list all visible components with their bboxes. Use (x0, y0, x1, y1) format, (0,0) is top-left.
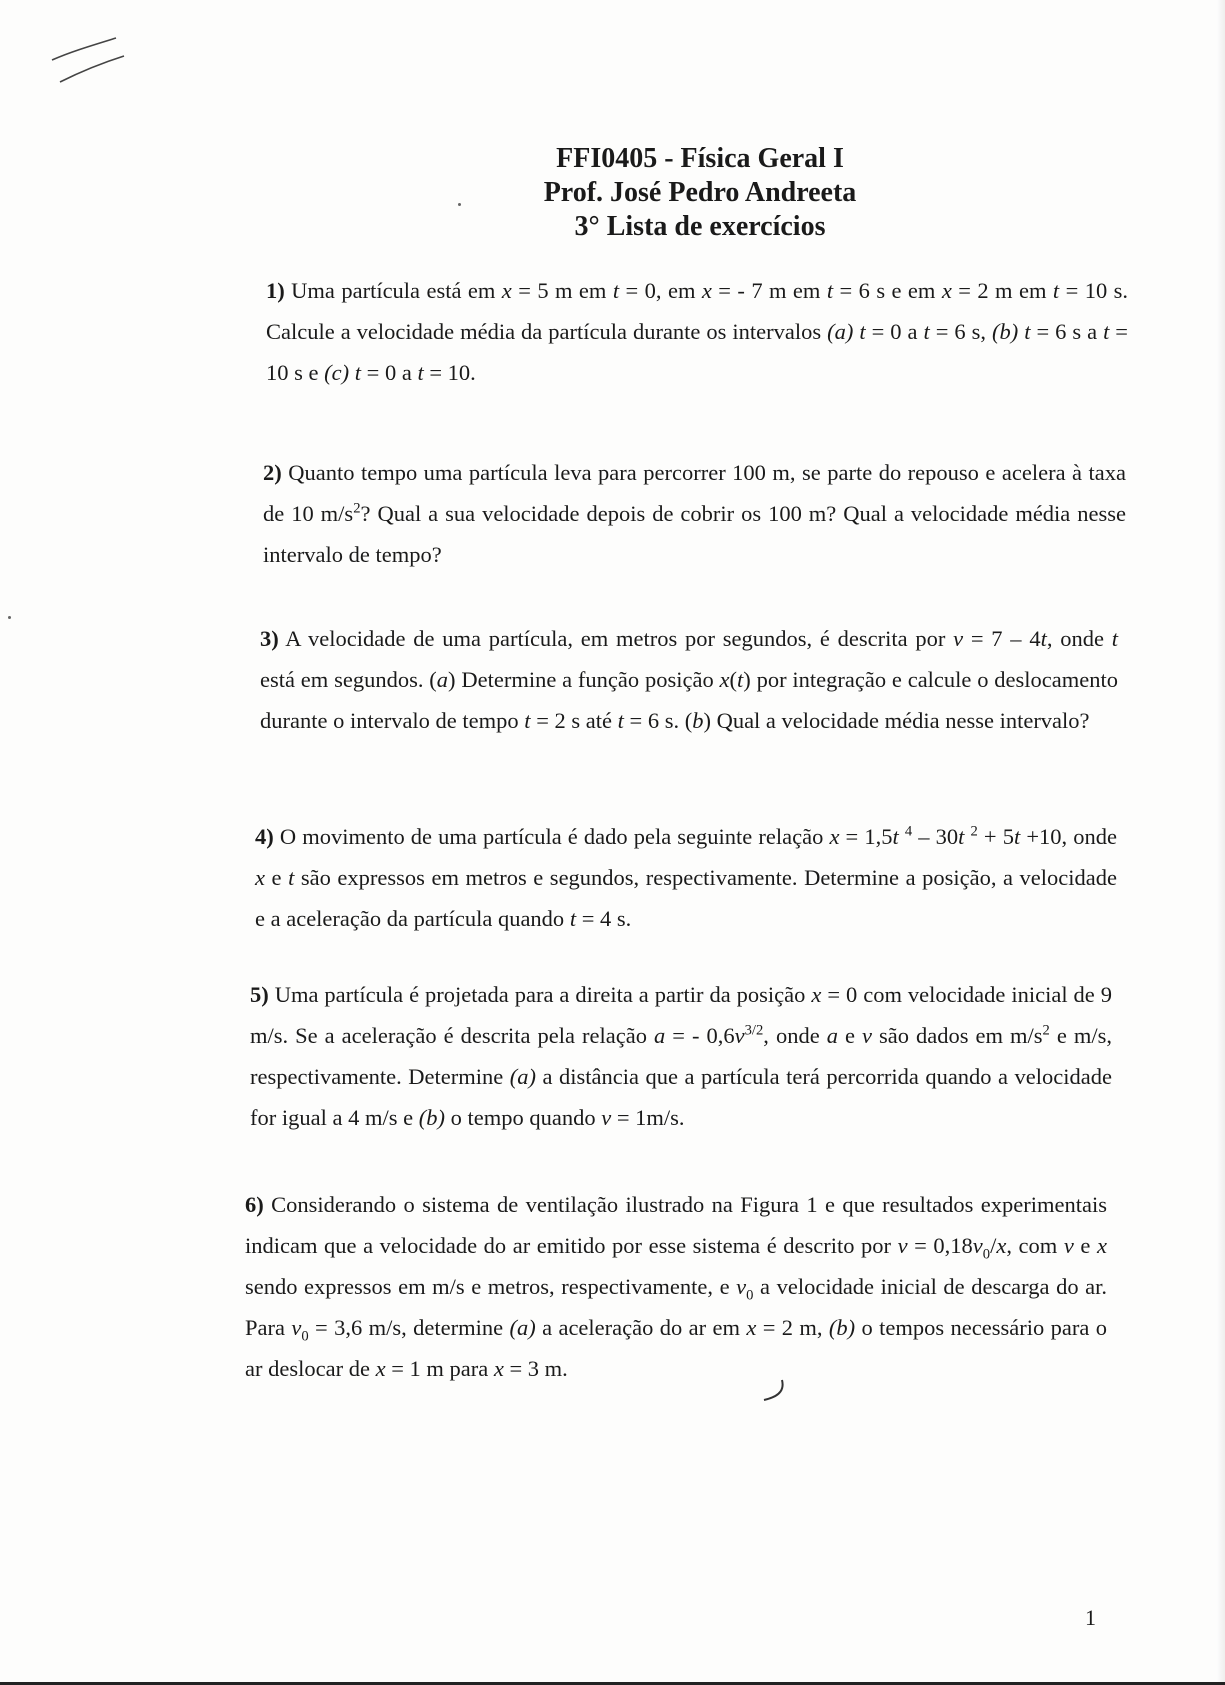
exercise-number: 3) (260, 626, 279, 651)
scan-speck (458, 203, 461, 206)
exercise-2: 2) Quanto tempo uma partícula leva para percorrer 100 m, se parte do repouso e acelera à taxa de 10 $m/s^2$? Qual a sua velocidade depois de cobrir os 100 m? Qual a velocidade média nesse intervalo de tempo? (263, 460, 1126, 567)
scan-speck (8, 616, 11, 619)
exercise-number: 5) (250, 982, 269, 1007)
exercise-5: 5) Uma partícula é projetada para a direita a partir da posição x = 0 com velocidade inicial de 9 m/s. Se a aceleração é descrita pela relação a = - $0,6v^{3/2}$, onde a e v são dados em $m/s^2$ e m/s, respectivamente. Determine (a) a distância que a partícula terá percorrida quando a velocidade for igual a 4 m/s e (b) o tempo quando v = 1m/s. (250, 982, 1113, 1130)
exercise-6: 6) Considerando o sistema de ventilação ilustrado na Figura 1 e que resultados experimentais indicam que a velocidade do ar emitido por esse sistema é descrito por $v = 0,18v_0/x$, com v e x sendo expressos em m/s e metros, respectivamente, e $v_0$ a velocidade inicial de descarga do ar. Para $v_0 = 3,6$ m/s, determine (a) a aceleração do ar em x = 2 m, (b) o tempos necessário para o ar deslocar de x = 1 m para x = 3 m. (245, 1192, 1107, 1381)
pen-tick-mark (760, 1378, 790, 1406)
pen-stroke-mark (50, 30, 130, 90)
exercise-number: 6) (245, 1192, 264, 1217)
list-title: 3° Lista de exercícios (574, 211, 826, 242)
scan-shadow (1217, 0, 1225, 1685)
exercise-3: 3) A velocidade de uma partícula, em metros por segundos, é descrita por v = 7 – 4t, onde t está em segundos. (a) Determine a função posição x(t) por integração e calcule o deslocamento durante o intervalo de tempo t = 2 s até t = 6 s. (b) Qual a velocidade média nesse intervalo? (260, 626, 1118, 733)
professor-name: Prof. José Pedro Andreeta (543, 177, 857, 208)
document-header (0, 142, 1225, 244)
page-number: 1 (1085, 1605, 1096, 1630)
exercise-number: 1) (266, 278, 285, 303)
exercise-number: 4) (255, 824, 274, 849)
course-title: FFI0405 - Física Geral I (556, 143, 844, 174)
exercise-1: 1) Uma partícula está em x = 5 m em t = 0, em x = - 7 m em t = 6 s e em x = 2 m em t = 10 s. Calcule a velocidade média da partícula durante os intervalos (a) t = 0 a t = 6 s, (b) t = 6 s a t = 10 s e (c) t = 0 a t = 10. (266, 278, 1128, 385)
exercise-4: 4) O movimento de uma partícula é dado pela seguinte relação x = 1,5t $^4$ – 30t $^2$ + 5t +10, onde x e t são expressos em metros e segundos, respectivamente. Determine a posição, a velocidade e a aceleração da partícula quando t = 4 s. (255, 823, 1117, 931)
exercise-number: 2) (263, 460, 282, 485)
